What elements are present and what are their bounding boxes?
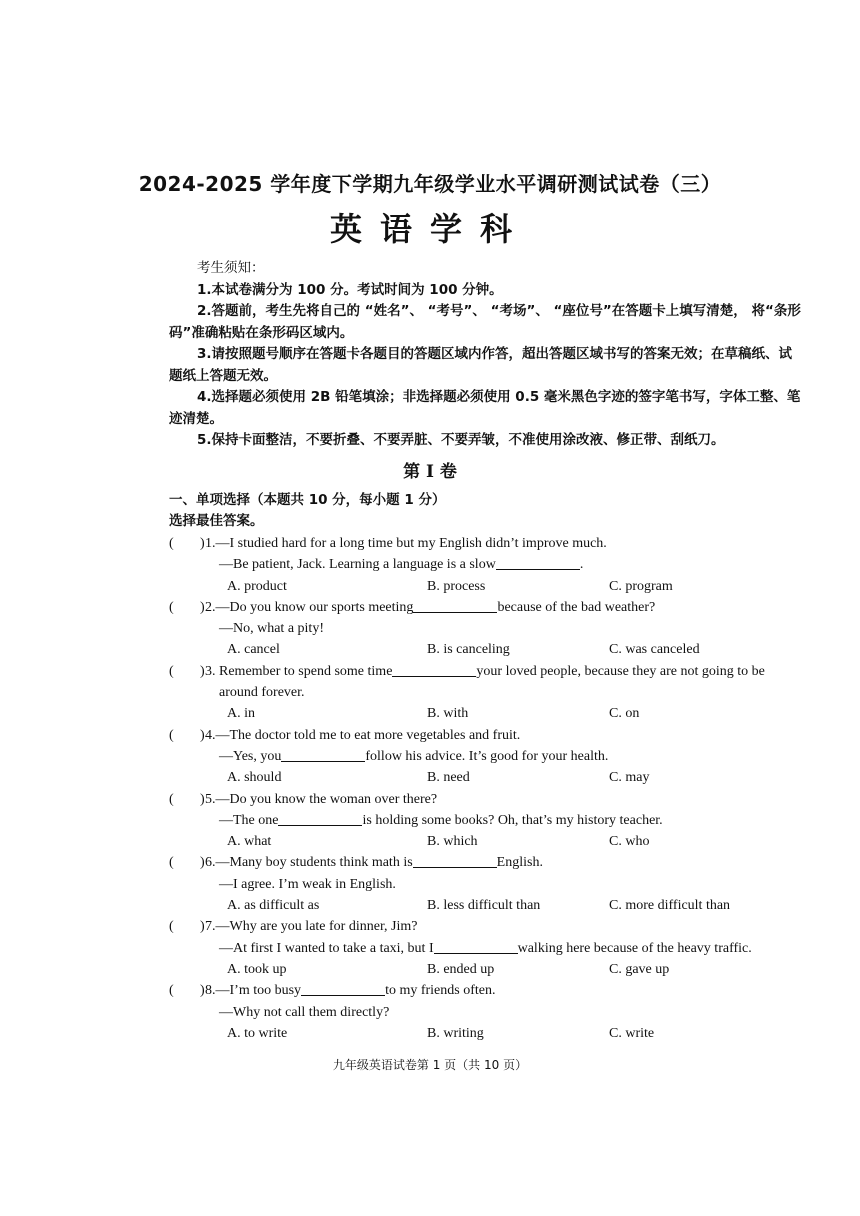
question-number: 2. [205,599,216,615]
question-number: 6. [205,855,216,871]
question-item [169,533,809,597]
answer-blank [413,853,497,868]
question-number: 7. [205,919,216,935]
cont-text: —The one [219,812,279,828]
question-cont [219,1002,389,1023]
volume-heading: 第 I 卷 [403,462,457,482]
stem-text: —Many boy students think math is [215,855,413,871]
notice-item: 4.选择题必须使用 2B 铅笔填涂；非选择题必须使用 0.5 毫米黑色字迹的签字笔书写，字体工整、笔迹清楚。 [169,389,801,427]
stem-text: Remember to spend some time [215,663,393,679]
answer-blank [434,939,518,954]
answer-paren-close: ) [200,983,205,999]
answer-paren-close: ) [200,599,205,615]
option-a: A. to write [227,1025,288,1041]
question-stem-line [169,661,809,682]
option-a: A. as difficult as [227,898,320,914]
options-line [169,831,809,852]
exam-title: 2024-2025 学年度下学期九年级学业水平调研测试试卷（三） [138,172,722,196]
question-number: 1. [205,536,216,551]
question-cont-line [169,810,809,831]
subject-title: 英语学科 [329,210,530,248]
question-stem [205,661,765,682]
question-stem-line [169,789,809,810]
answer-blank [392,662,476,677]
notice-item: 1.本试卷满分为 100 分。考试时间为 100 分钟。 [197,281,503,298]
option-c: C. may [609,770,650,786]
question-list [169,533,809,1044]
question-stem [205,533,607,554]
cont-text: —Be patient, Jack. Learning a language is a slow [219,557,496,573]
question-item [169,725,809,789]
options-line [169,576,809,597]
answer-paren-close: ) [200,791,205,807]
question-stem-line [169,852,809,873]
answer-paren-close: ) [200,919,205,935]
question-cont-line [169,1002,809,1023]
answer-paren-open[interactable]: ( [169,919,174,935]
cont-text: . [579,557,584,573]
question-cont [219,554,583,575]
notice-item: 2.答题前，考生先将自己的 “姓名”、 “考号”、 “考场”、 “座位号”在答题卡上填写清楚， 将“条形码”准确粘贴在条形码区域内。 [169,303,801,341]
option-c: C. was canceled [609,642,700,658]
question-item [169,597,809,661]
question-cont-line [169,938,809,959]
answer-paren-close: ) [200,663,205,679]
answer-paren-open[interactable]: ( [169,727,174,743]
question-item [169,980,809,1044]
cont-text: walking here because of the heavy traffic. [517,940,752,956]
notice-heading: 考生须知： [197,260,265,276]
stem-text: —The doctor told me to eat more vegetables and fruit. [215,727,521,743]
section-instruction: 选择最佳答案。 [169,513,264,529]
option-c: C. program [609,578,673,594]
question-stem-line [169,916,809,937]
option-b: B. which [427,834,478,850]
stem-text: because of the bad weather? [497,599,656,615]
question-stem [205,852,543,873]
question-stem [205,980,495,1001]
option-b: B. less difficult than [427,898,541,914]
question-number: 5. [205,791,216,807]
page-footer: 九年级英语试卷第 1 页（共 10 页） [332,1058,528,1072]
question-stem-line [169,533,809,554]
option-b: B. writing [427,1025,484,1041]
options-line [169,767,809,788]
question-item [169,852,809,916]
question-stem [205,725,520,746]
question-number: 8. [205,983,216,999]
question-item [169,661,809,725]
stem-text: English. [496,855,543,871]
answer-paren-open[interactable]: ( [169,855,174,871]
options-line [169,703,809,724]
question-item [169,789,809,853]
question-stem-line [169,980,809,1001]
question-stem-line [169,597,809,618]
option-b: B. need [427,770,470,786]
question-number: 4. [205,727,216,743]
notice-item: 5.保持卡面整洁，不要折叠、不要弄脏、不要弄皱，不准使用涂改液、修正带、刮纸刀。 [197,432,725,448]
question-stem [205,597,655,618]
cont-text: —At first I wanted to take a taxi, but I [219,940,434,956]
candidate-notice [169,258,805,452]
cont-text: around forever. [219,685,305,701]
option-a: A. cancel [227,642,280,658]
question-cont [219,938,752,959]
option-b: B. process [427,578,486,594]
option-a: A. took up [227,961,287,977]
answer-paren-open[interactable]: ( [169,663,174,679]
option-c: C. who [609,834,650,850]
question-cont-line [169,554,809,575]
question-cont [219,874,396,895]
stem-text: —I studied hard for a long time but my English didn’t improve much. [215,536,607,551]
options-line [169,959,809,980]
question-cont-line [169,746,809,767]
option-a: A. product [227,578,287,594]
answer-paren-close: ) [200,727,205,743]
option-a: A. what [227,834,272,850]
stem-text: —Do you know the woman over there? [215,791,438,807]
option-c: C. more difficult than [609,898,731,914]
option-a: A. should [227,770,282,786]
options-line [169,895,809,916]
section-header [169,490,809,532]
question-stem [205,916,417,937]
stem-text: your loved people, because they are not going to be [476,663,765,679]
cont-text: —Why not call them directly? [219,1004,390,1020]
question-number: 3. [205,663,216,679]
cont-text: —Yes, you [219,748,282,764]
section-title: 一、单项选择（本题共 10 分，每小题 1 分） [169,492,446,508]
answer-paren-close: ) [200,536,205,551]
question-cont-line [169,682,809,703]
answer-paren-open[interactable]: ( [169,599,174,615]
answer-blank [413,598,497,613]
answer-blank [281,747,365,762]
options-line [169,1023,809,1044]
question-cont-line [169,618,809,639]
cont-text: follow his advice. It’s good for your health. [365,748,609,764]
answer-paren-open[interactable]: ( [169,983,174,999]
answer-paren-open[interactable]: ( [169,536,174,551]
option-b: B. with [427,706,469,722]
stem-text: —Why are you late for dinner, Jim? [215,919,418,935]
options-line [169,639,809,660]
notice-item: 3.请按照题号顺序在答题卡各题目的答题区域内作答，超出答题区域书写的答案无效；在草稿纸、试题纸上答题无效。 [169,346,793,384]
answer-paren-open[interactable]: ( [169,791,174,807]
stem-text: to my friends often. [385,983,496,999]
option-c: C. on [609,706,640,722]
answer-blank [496,555,580,570]
option-b: B. ended up [427,961,495,977]
answer-blank [278,811,362,826]
cont-text: —No, what a pity! [219,621,324,637]
option-c: C. gave up [609,961,670,977]
cont-text: —I agree. I’m weak in English. [219,876,396,892]
question-cont-line [169,874,809,895]
option-b: B. is canceling [427,642,510,658]
question-cont [219,810,663,831]
question-stem [205,789,437,810]
answer-paren-close: ) [200,855,205,871]
stem-text: —Do you know our sports meeting [215,599,414,615]
question-stem-line [169,725,809,746]
answer-blank [301,981,385,996]
stem-text: —I’m too busy [215,983,302,999]
option-c: C. write [609,1025,655,1041]
cont-text: is holding some books? Oh, that’s my history teacher. [362,812,663,828]
question-item [169,916,809,980]
question-cont [219,682,305,703]
question-cont [219,746,608,767]
option-a: A. in [227,706,255,722]
question-cont [219,618,324,639]
